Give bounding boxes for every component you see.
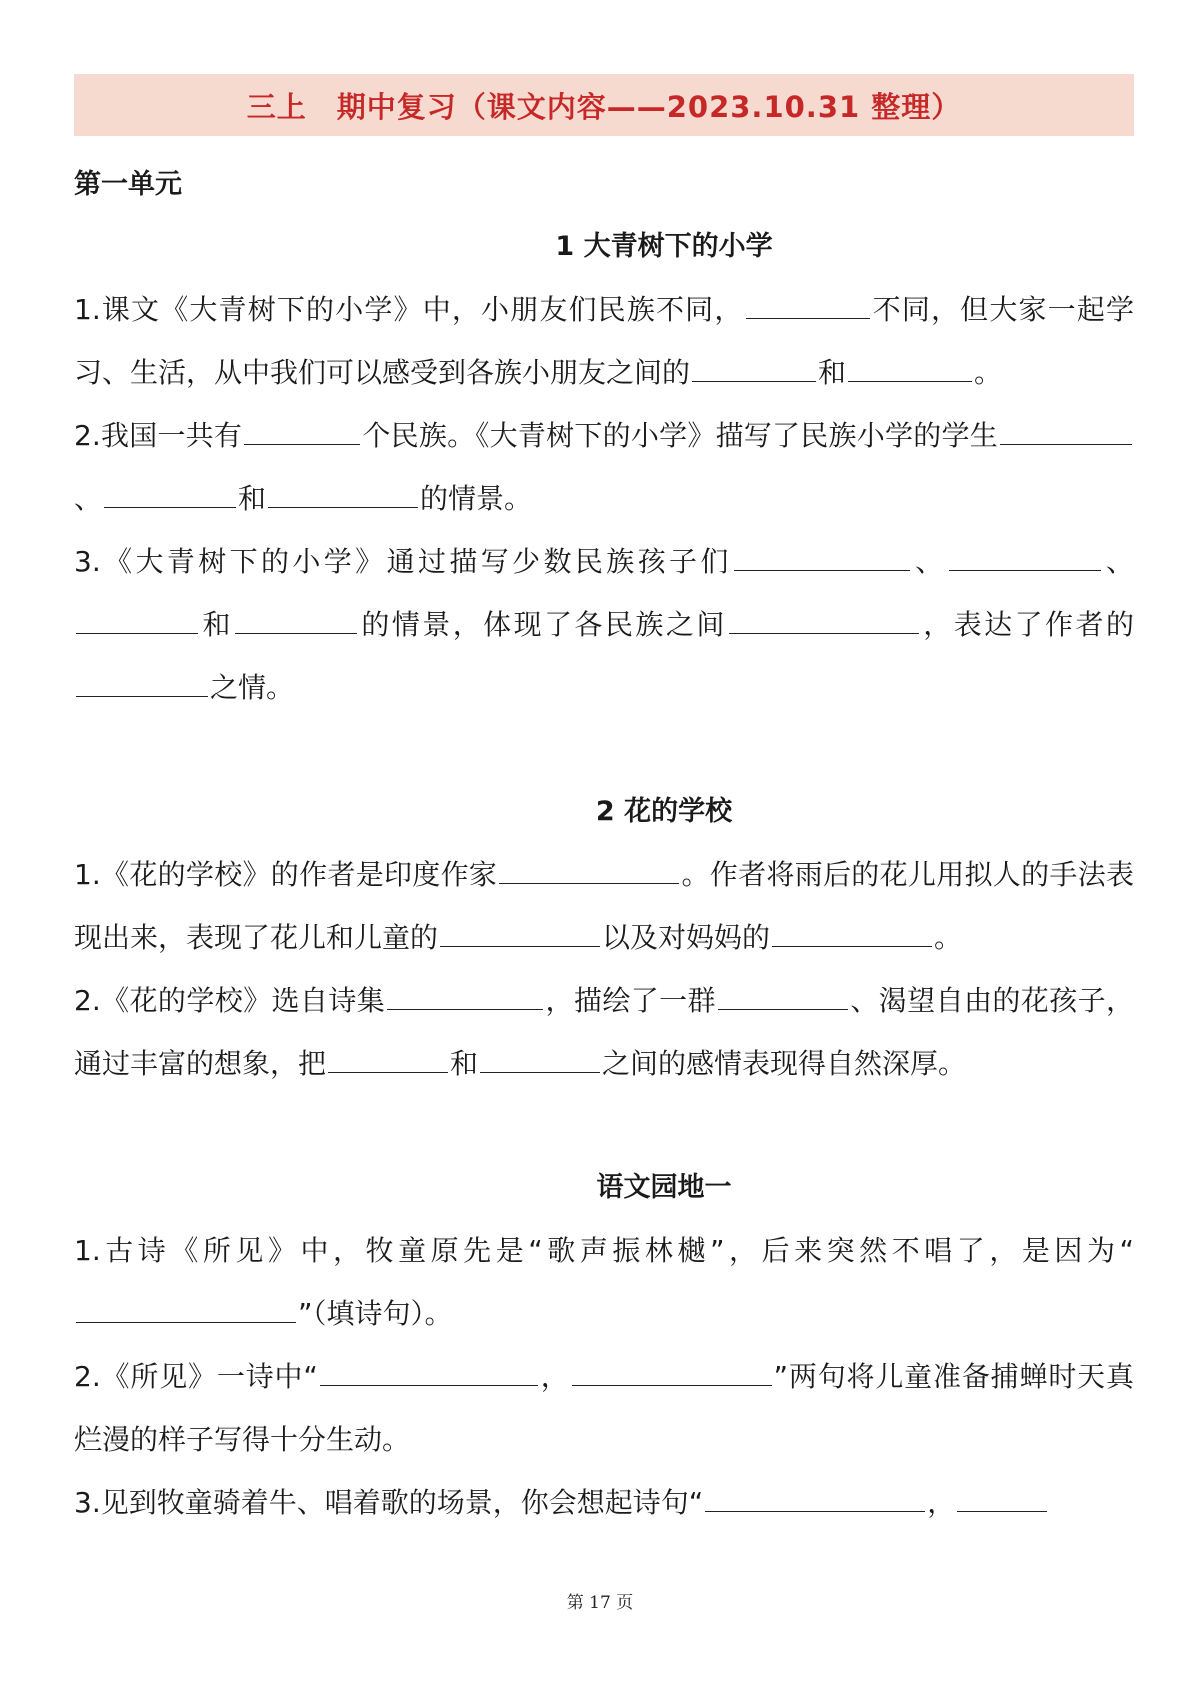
garden-question-1: 1.古诗《所见》中，牧童原先是“歌声振林樾”，后来突然不唱了，是因为“”（填诗句）。 (74, 1234, 1134, 1330)
title-banner (74, 74, 1134, 136)
answer-blank[interactable] (268, 506, 418, 508)
answer-blank[interactable] (949, 569, 1101, 571)
answer-blank[interactable] (244, 443, 360, 445)
lesson-1-question-3: 3.《大青树下的小学》通过描写少数民族孩子们 、 、和 的情景，体现了各民族之间 ，表达了作者的之情。 (74, 545, 1134, 704)
answer-blank[interactable] (480, 1071, 600, 1073)
lesson-1-question-2: 2.我国一共有 个民族。《大青树下的小学》描写了民族小学的学生、 和 的情景。 (74, 404, 1134, 530)
answer-blank[interactable] (1000, 443, 1132, 445)
lesson-2-question-2: 2.《花的学校》选自诗集 ，描绘了一群 、渴望自由的花孩子，通过丰富的想象，把 和 之间的感情表现得自然深厚。 (74, 984, 1134, 1080)
answer-blank[interactable] (718, 1008, 848, 1010)
page-title: 三上 期中复习（课文内容——2023.10.31 整理） (246, 89, 962, 124)
garden-question-2: 2.《所见》一诗中“ ， ”两句将儿童准备捕蝉时天真烂漫的样子写得十分生动。 (74, 1360, 1134, 1456)
answer-blank[interactable] (76, 695, 208, 697)
answer-blank[interactable] (235, 632, 357, 634)
worksheet-page (74, 74, 1134, 1534)
answer-blank[interactable] (772, 945, 932, 947)
answer-blank[interactable] (387, 1008, 543, 1010)
answer-blank[interactable] (320, 1384, 538, 1386)
answer-blank[interactable] (440, 945, 600, 947)
answer-blank[interactable] (692, 380, 816, 382)
answer-blank[interactable] (705, 1510, 925, 1512)
answer-blank[interactable] (76, 632, 198, 634)
lesson-1-question-1: 1.课文《大青树下的小学》中，小朋友们民族不同， 不同，但大家一起学习、生活，从中我们可以感受到各族小朋友之间的 和 。 (74, 293, 1134, 389)
answer-blank[interactable] (734, 569, 910, 571)
answer-blank[interactable] (729, 632, 919, 634)
lesson-2-title: 2 花的学校 (595, 796, 733, 827)
garden-title: 语文园地一 (596, 1172, 732, 1203)
unit-heading: 第一单元 (74, 169, 182, 200)
answer-blank[interactable] (328, 1071, 448, 1073)
answer-blank[interactable] (104, 506, 236, 508)
answer-blank[interactable] (76, 1321, 296, 1323)
answer-blank[interactable] (848, 380, 972, 382)
lesson-2-question-1: 1.《花的学校》的作者是印度作家 。作者将雨后的花儿用拟人的手法表现出来，表现了花儿和儿童的 以及对妈妈的 。 (74, 858, 1134, 954)
answer-blank[interactable] (746, 317, 870, 319)
answer-blank[interactable] (499, 882, 679, 884)
answer-blank[interactable] (957, 1510, 1047, 1512)
lesson-1-title: 1 大青树下的小学 (555, 231, 773, 262)
answer-blank[interactable] (572, 1384, 772, 1386)
page-number: 第 17 页 (566, 1593, 634, 1613)
garden-question-3: 3.见到牧童骑着牛、唱着歌的场景，你会想起诗句“ ， (74, 1471, 1134, 1534)
